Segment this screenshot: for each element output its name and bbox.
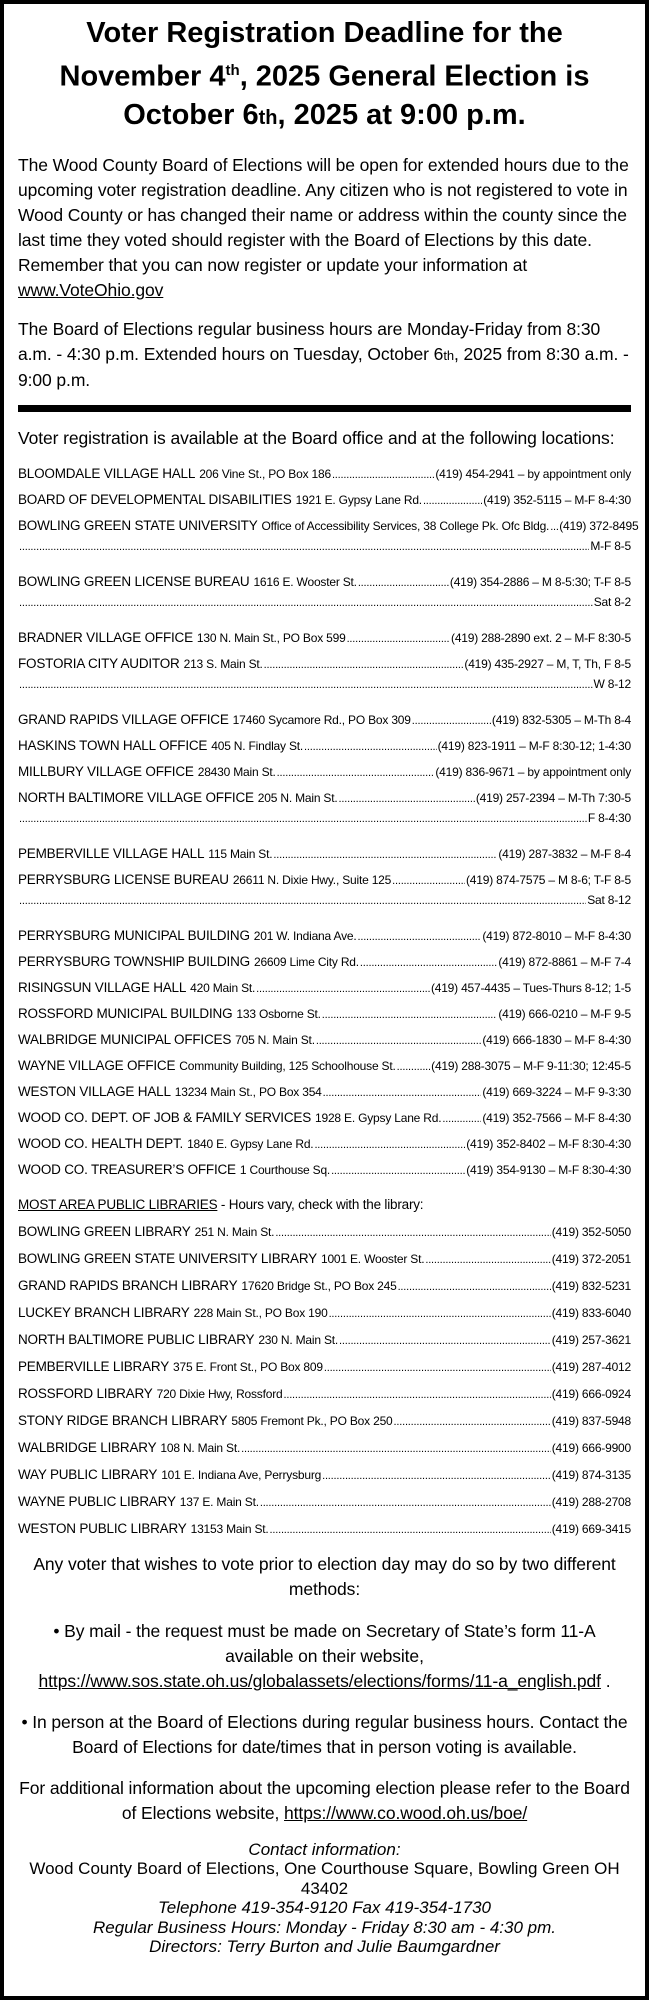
library-name: WALBRIDGE LIBRARY: [18, 1439, 157, 1455]
location-address: 1840 E. Gypsy Lane Rd.: [187, 1136, 314, 1151]
location-hours-continued: W 8-12: [593, 676, 631, 691]
library-row: [18, 1224, 631, 1239]
locations-list: [18, 465, 639, 1177]
library-name: PEMBERVILLE LIBRARY: [18, 1358, 170, 1374]
location-phone-hours: (419) 354-2886 – M 8-5:30; T-F 8-5: [449, 574, 631, 589]
dot-leader: [283, 1389, 550, 1401]
dot-leader: [332, 469, 434, 481]
location-phone-hours: (419) 872-8010 – M-F 8-4:30: [482, 928, 631, 943]
intro-text: , 2025 from 8:30 a.m. - 9:00 p.m.: [18, 343, 629, 390]
sos-form-link[interactable]: https://www.sos.state.oh.us/globalassets/elections/forms/11-a_english.pdf: [38, 1670, 601, 1691]
location-row: [18, 466, 631, 481]
location-name: MILLBURY VILLAGE OFFICE: [18, 763, 194, 779]
location-address: 26609 Lime City Rd.: [253, 954, 359, 969]
location-phone-hours: (419) 354-9130 – M-F 8:30-4:30: [466, 1162, 631, 1177]
location-address: 26611 N. Dixie Hwy., Suite 125: [232, 872, 392, 887]
location-name: RISINGSUN VILLAGE HALL: [18, 979, 187, 995]
title-line-1: [16, 14, 633, 52]
location-address: 1928 E. Gypsy Lane Rd.: [315, 1110, 442, 1125]
library-address: 5805 Fremont Pk., PO Box 250: [231, 1413, 393, 1428]
location-address: Office of Accessibility Services, 38 College Pk. Ofc Bldg.: [261, 518, 550, 533]
dot-leader: [264, 659, 464, 671]
library-row: [18, 1359, 631, 1374]
location-phone-hours: (419) 832-5305 – M-Th 8-4: [491, 712, 631, 727]
location-address: 201 W. Indiana Ave.: [253, 928, 357, 943]
dot-leader: [425, 1254, 550, 1266]
library-name: GRAND RAPIDS BRANCH LIBRARY: [18, 1277, 238, 1293]
location-phone-hours: (419) 435-2927 – M, T, Th, F 8-5: [464, 656, 631, 671]
library-name: LUCKEY BRANCH LIBRARY: [18, 1304, 190, 1320]
additional-info-text: For additional information about the upcoming election please refer to the Board of Elections website,: [19, 1777, 630, 1823]
contact-address: Wood County Board of Elections, One Courthouse Square, Bowling Green OH 43402: [29, 1859, 620, 1898]
locations-intro: Voter registration is available at the Board office and at the following locations:: [18, 427, 615, 448]
library-phone: (419) 833-6040: [551, 1305, 631, 1320]
location-name: BOWLING GREEN LICENSE BUREAU: [18, 573, 250, 589]
contact-business-hours: Regular Business Hours: Monday - Friday 8:30 am - 4:30 pm.: [93, 1917, 556, 1937]
library-phone: (419) 837-5948: [551, 1413, 631, 1428]
library-address: 375 E. Front St., PO Box 809: [173, 1359, 323, 1374]
location-phone-hours: (419) 372-8495: [559, 518, 639, 533]
intro-paragraph-2: [18, 317, 631, 393]
location-row: [18, 980, 631, 995]
location-row: [18, 1136, 631, 1151]
location-row: [18, 764, 631, 779]
library-address: 230 N. Main St.: [258, 1332, 339, 1347]
dot-leader: [358, 577, 449, 589]
location-phone-hours: (419) 666-0210 – M-F 9-5: [498, 1006, 631, 1021]
methods-intro: Any voter that wishes to vote prior to election day may do so by two different methods:: [33, 1553, 616, 1599]
library-row: [18, 1467, 631, 1482]
location-row: [18, 846, 631, 861]
library-row: [18, 1251, 631, 1266]
title-superscript: th: [225, 62, 240, 79]
location-row: [18, 1162, 631, 1177]
location-name: BRADNER VILLAGE OFFICE: [18, 629, 193, 645]
dot-leader: [324, 1362, 551, 1374]
bullet-in-person: • In person at the Board of Elections during regular business hours. Contact the Board of Elections for date/times that in person voting is available.: [21, 1711, 628, 1757]
library-address: 720 Dixie Hwy, Rossford: [156, 1386, 283, 1401]
location-row: [18, 928, 631, 943]
dot-leader: [277, 767, 435, 779]
title-text: , 2025 General Election is: [239, 60, 590, 93]
location-row: [18, 656, 631, 671]
location-phone-hours: (419) 288-2890 ext. 2 – M-F 8:30-5: [451, 630, 631, 645]
location-address: Community Building, 125 Schoolhouse St.: [179, 1058, 396, 1073]
location-address: 115 Main St.: [208, 846, 273, 861]
contact-block: [16, 1840, 633, 1957]
intro-paragraph-1: [18, 153, 631, 303]
location-hours-continued: Sat 8-2: [593, 594, 631, 609]
dot-leader: [442, 1113, 481, 1125]
location-name: PERRYSBURG TOWNSHIP BUILDING: [18, 953, 250, 969]
location-phone-hours: (419) 669-3224 – M-F 9-3:30: [482, 1084, 631, 1099]
library-name: WESTON PUBLIC LIBRARY: [18, 1520, 187, 1536]
dot-leader: [423, 495, 482, 507]
library-name: WAY PUBLIC LIBRARY: [18, 1466, 158, 1482]
location-phone-hours: (419) 352-8402 – M-F 8:30-4:30: [466, 1136, 631, 1151]
location-phone-hours: (419) 457-4435 – Tues-Thurs 8-12; 1-5: [430, 980, 631, 995]
location-row-continuation: [18, 539, 631, 553]
library-address: 251 N. Main St.: [194, 1224, 275, 1239]
library-phone: (419) 666-9900: [551, 1440, 631, 1455]
dot-leader: [314, 1139, 465, 1151]
title-line-2: [16, 52, 633, 96]
library-phone: (419) 874-3135: [551, 1467, 631, 1482]
library-address: 228 Main St., PO Box 190: [193, 1305, 328, 1320]
library-address: 1001 E. Wooster St.: [320, 1251, 425, 1266]
location-address: 17460 Sycamore Rd., PO Box 309: [232, 712, 411, 727]
location-address: 133 Osborne St.: [236, 1006, 321, 1021]
bullet-by-mail-line-2: available on their website,: [225, 1645, 424, 1666]
location-name: BOWLING GREEN STATE UNIVERSITY: [18, 517, 258, 533]
location-row: [18, 492, 631, 507]
library-address: 101 E. Indiana Ave, Perrysburg: [161, 1467, 322, 1482]
dot-leader: [256, 983, 430, 995]
library-name: BOWLING GREEN LIBRARY: [18, 1223, 191, 1239]
libraries-heading-title: MOST AREA PUBLIC LIBRARIES: [18, 1196, 218, 1212]
dot-leader: [322, 1470, 551, 1482]
location-phone-hours: (419) 352-7566 – M-F 8-4:30: [482, 1110, 631, 1125]
intro-text: The Board of Elections regular business hours are Monday-Friday from 8:30 a.m. - 4:30 p.m. Extended hours on Tuesday, October 6: [18, 318, 601, 364]
bullet-tail: .: [600, 1670, 611, 1691]
location-phone-hours: (419) 257-2394 – M-Th 7:30-5: [475, 790, 631, 805]
location-hours-continued: Sat 8-12: [587, 892, 631, 907]
dot-leader: [412, 715, 491, 727]
library-row: [18, 1386, 631, 1401]
location-row: [18, 872, 631, 887]
dot-leader: [19, 679, 593, 691]
location-address: 1616 E. Wooster St.: [253, 574, 357, 589]
location-name: WOOD CO. TREASURER’S OFFICE: [18, 1161, 236, 1177]
location-row: [18, 712, 631, 727]
location-phone-hours: (419) 836-9671 – by appointment only: [435, 764, 631, 779]
bullet-by-mail-line-1: • By mail - the request must be made on Secretary of State’s form 11-A: [53, 1620, 596, 1641]
location-address: 205 N. Main St.: [257, 790, 338, 805]
location-phone-hours: (419) 823-1911 – M-F 8:30-12; 1-4:30: [437, 738, 631, 753]
boe-website-link[interactable]: https://www.co.wood.oh.us/boe/: [284, 1802, 528, 1823]
location-row-continuation: [18, 811, 631, 825]
dot-leader: [398, 1281, 551, 1293]
location-address: 1 Courthouse Sq.: [239, 1162, 331, 1177]
title-text: November 4: [59, 60, 226, 93]
location-address: 28430 Main St.: [197, 764, 276, 779]
location-row: [18, 517, 639, 533]
library-phone: (419) 287-4012: [551, 1359, 631, 1374]
location-phone-hours: (419) 872-8861 – M-F 7-4: [498, 954, 631, 969]
location-hours-continued: F 8-4:30: [587, 810, 631, 825]
title-text: , 2025 at 9:00 p.m.: [277, 98, 526, 131]
location-address: 213 S. Main St.: [183, 656, 263, 671]
location-phone-hours: (419) 874-7575 – M 8-6; T-F 8-5: [466, 872, 631, 887]
dot-leader: [316, 1035, 481, 1047]
dot-leader: [260, 1497, 551, 1509]
contact-directors: Directors: Terry Burton and Julie Baumgardner: [149, 1937, 500, 1957]
dot-leader: [357, 931, 481, 943]
section-divider: [18, 405, 631, 412]
contact-heading: Contact information:: [248, 1839, 401, 1859]
location-name: WOOD CO. HEALTH DEPT.: [18, 1135, 184, 1151]
dot-leader: [273, 849, 497, 861]
dot-leader: [275, 1227, 550, 1239]
small-th: th: [443, 347, 454, 363]
location-row-continuation: [18, 595, 631, 609]
location-address: 420 Main St.: [190, 980, 256, 995]
location-phone-hours: (419) 352-5115 – M-F 8-4:30: [483, 492, 631, 507]
library-row: [18, 1521, 631, 1536]
library-address: 13153 Main St.: [190, 1521, 269, 1536]
location-row: [18, 738, 631, 753]
location-address: 130 N. Main St., PO Box 599: [196, 630, 346, 645]
location-name: WOOD CO. DEPT. OF JOB & FAMILY SERVICES: [18, 1109, 312, 1125]
libraries-heading: [18, 1197, 631, 1212]
location-address: 206 Vine St., PO Box 186: [199, 466, 331, 481]
location-name: BLOOMDALE VILLAGE HALL: [18, 465, 196, 481]
dot-leader: [550, 521, 558, 533]
title-text: Voter Registration Deadline for the: [86, 17, 563, 49]
location-row: [18, 1110, 631, 1125]
library-row: [18, 1413, 631, 1428]
library-phone: (419) 669-3415: [551, 1521, 631, 1536]
location-row: [18, 574, 631, 589]
voteohio-link[interactable]: www.VoteOhio.gov: [18, 279, 164, 300]
dot-leader: [329, 1308, 551, 1320]
dot-leader: [19, 541, 589, 553]
library-row: [18, 1440, 631, 1455]
bullet-by-mail-line-3: [16, 1669, 633, 1694]
dot-leader: [19, 895, 586, 907]
library-row: [18, 1494, 631, 1509]
library-address: 137 E. Main St.: [179, 1494, 259, 1509]
libraries-list: [18, 1224, 631, 1536]
library-phone: (419) 832-5231: [551, 1278, 631, 1293]
location-name: PERRYSBURG MUNICIPAL BUILDING: [18, 927, 250, 943]
library-phone: (419) 288-2708: [551, 1494, 631, 1509]
title-text: October 6: [123, 98, 259, 131]
dot-leader: [270, 1524, 551, 1536]
location-row-continuation: [18, 677, 631, 691]
library-name: STONY RIDGE BRANCH LIBRARY: [18, 1412, 228, 1428]
additional-info: [18, 1776, 631, 1826]
location-row: [18, 790, 631, 805]
location-name: WESTON VILLAGE HALL: [18, 1083, 171, 1099]
library-row: [18, 1278, 631, 1293]
location-phone-hours: (419) 666-1830 – M-F 8-4:30: [482, 1032, 631, 1047]
dot-leader: [241, 1443, 551, 1455]
library-phone: (419) 666-0924: [551, 1386, 631, 1401]
library-name: ROSSFORD LIBRARY: [18, 1385, 153, 1401]
location-name: GRAND RAPIDS VILLAGE OFFICE: [18, 711, 229, 727]
location-phone-hours: (419) 454-2941 – by appointment only: [435, 466, 631, 481]
library-address: 17620 Bridge St., PO Box 245: [241, 1278, 397, 1293]
location-address: 405 N. Findlay St.: [211, 738, 304, 753]
dot-leader: [331, 1165, 465, 1177]
location-address: 13234 Main St., PO Box 354: [174, 1084, 322, 1099]
library-name: NORTH BALTIMORE PUBLIC LIBRARY: [18, 1331, 255, 1347]
dot-leader: [392, 875, 465, 887]
location-row-continuation: [18, 893, 631, 907]
location-name: FOSTORIA CITY AUDITOR: [18, 655, 180, 671]
location-address: 705 N. Main St.: [235, 1032, 315, 1047]
library-row: [18, 1332, 631, 1347]
dot-leader: [323, 1087, 482, 1099]
title-line-3: [16, 96, 633, 137]
dot-leader: [19, 813, 587, 825]
location-name: BOARD OF DEVELOPMENTAL DISABILITIES: [18, 491, 292, 507]
location-row: [18, 1058, 631, 1073]
dot-leader: [19, 597, 593, 609]
intro-text: The Wood County Board of Elections will be open for extended hours due to the upcoming voter registration deadline. Any citizen who is not registered to vote in Wood County or has changed their name or address within the county since the last time they voted should register with the Board of Elections by this date. Remember that you can now register or update your information at: [18, 154, 629, 275]
contact-phone-fax: Telephone 419-354-9120 Fax 419-354-1730: [157, 1898, 492, 1918]
bullet-by-mail: [16, 1619, 633, 1694]
library-address: 108 N. Main St.: [160, 1440, 241, 1455]
location-phone-hours: (419) 287-3832 – M-F 8-4: [498, 846, 631, 861]
location-hours-continued: M-F 8-5: [590, 538, 631, 553]
location-name: WALBRIDGE MUNICIPAL OFFICES: [18, 1031, 232, 1047]
location-name: WAYNE VILLAGE OFFICE: [18, 1057, 176, 1073]
location-phone-hours: (419) 288-3075 – M-F 9-11:30; 12:45-5: [431, 1058, 631, 1073]
location-name: NORTH BALTIMORE VILLAGE OFFICE: [18, 789, 254, 805]
dot-leader: [322, 1009, 498, 1021]
location-name: PERRYSBURG LICENSE BUREAU: [18, 871, 229, 887]
libraries-heading-suffix: - Hours vary, check with the library:: [217, 1196, 424, 1212]
dot-leader: [339, 1335, 551, 1347]
library-phone: (419) 257-3621: [551, 1332, 631, 1347]
location-name: PEMBERVILLE VILLAGE HALL: [18, 845, 205, 861]
library-name: BOWLING GREEN STATE UNIVERSITY LIBRARY: [18, 1250, 317, 1266]
location-row: [18, 1032, 631, 1047]
location-row: [18, 630, 631, 645]
library-phone: (419) 352-5050: [551, 1224, 631, 1239]
location-row: [18, 1084, 631, 1099]
dot-leader: [360, 957, 498, 969]
library-row: [18, 1305, 631, 1320]
dot-leader: [347, 633, 450, 645]
library-phone: (419) 372-2051: [551, 1251, 631, 1266]
dot-leader: [339, 793, 475, 805]
location-name: ROSSFORD MUNICIPAL BUILDING: [18, 1005, 233, 1021]
location-row: [18, 1006, 631, 1021]
location-row: [18, 954, 631, 969]
page-title: [16, 14, 633, 137]
location-name: HASKINS TOWN HALL OFFICE: [18, 737, 208, 753]
location-address: 1921 E. Gypsy Lane Rd.: [295, 492, 422, 507]
title-small-th: th: [258, 106, 278, 129]
dot-leader: [397, 1061, 431, 1073]
library-name: WAYNE PUBLIC LIBRARY: [18, 1493, 176, 1509]
dot-leader: [394, 1416, 551, 1428]
dot-leader: [304, 741, 437, 753]
